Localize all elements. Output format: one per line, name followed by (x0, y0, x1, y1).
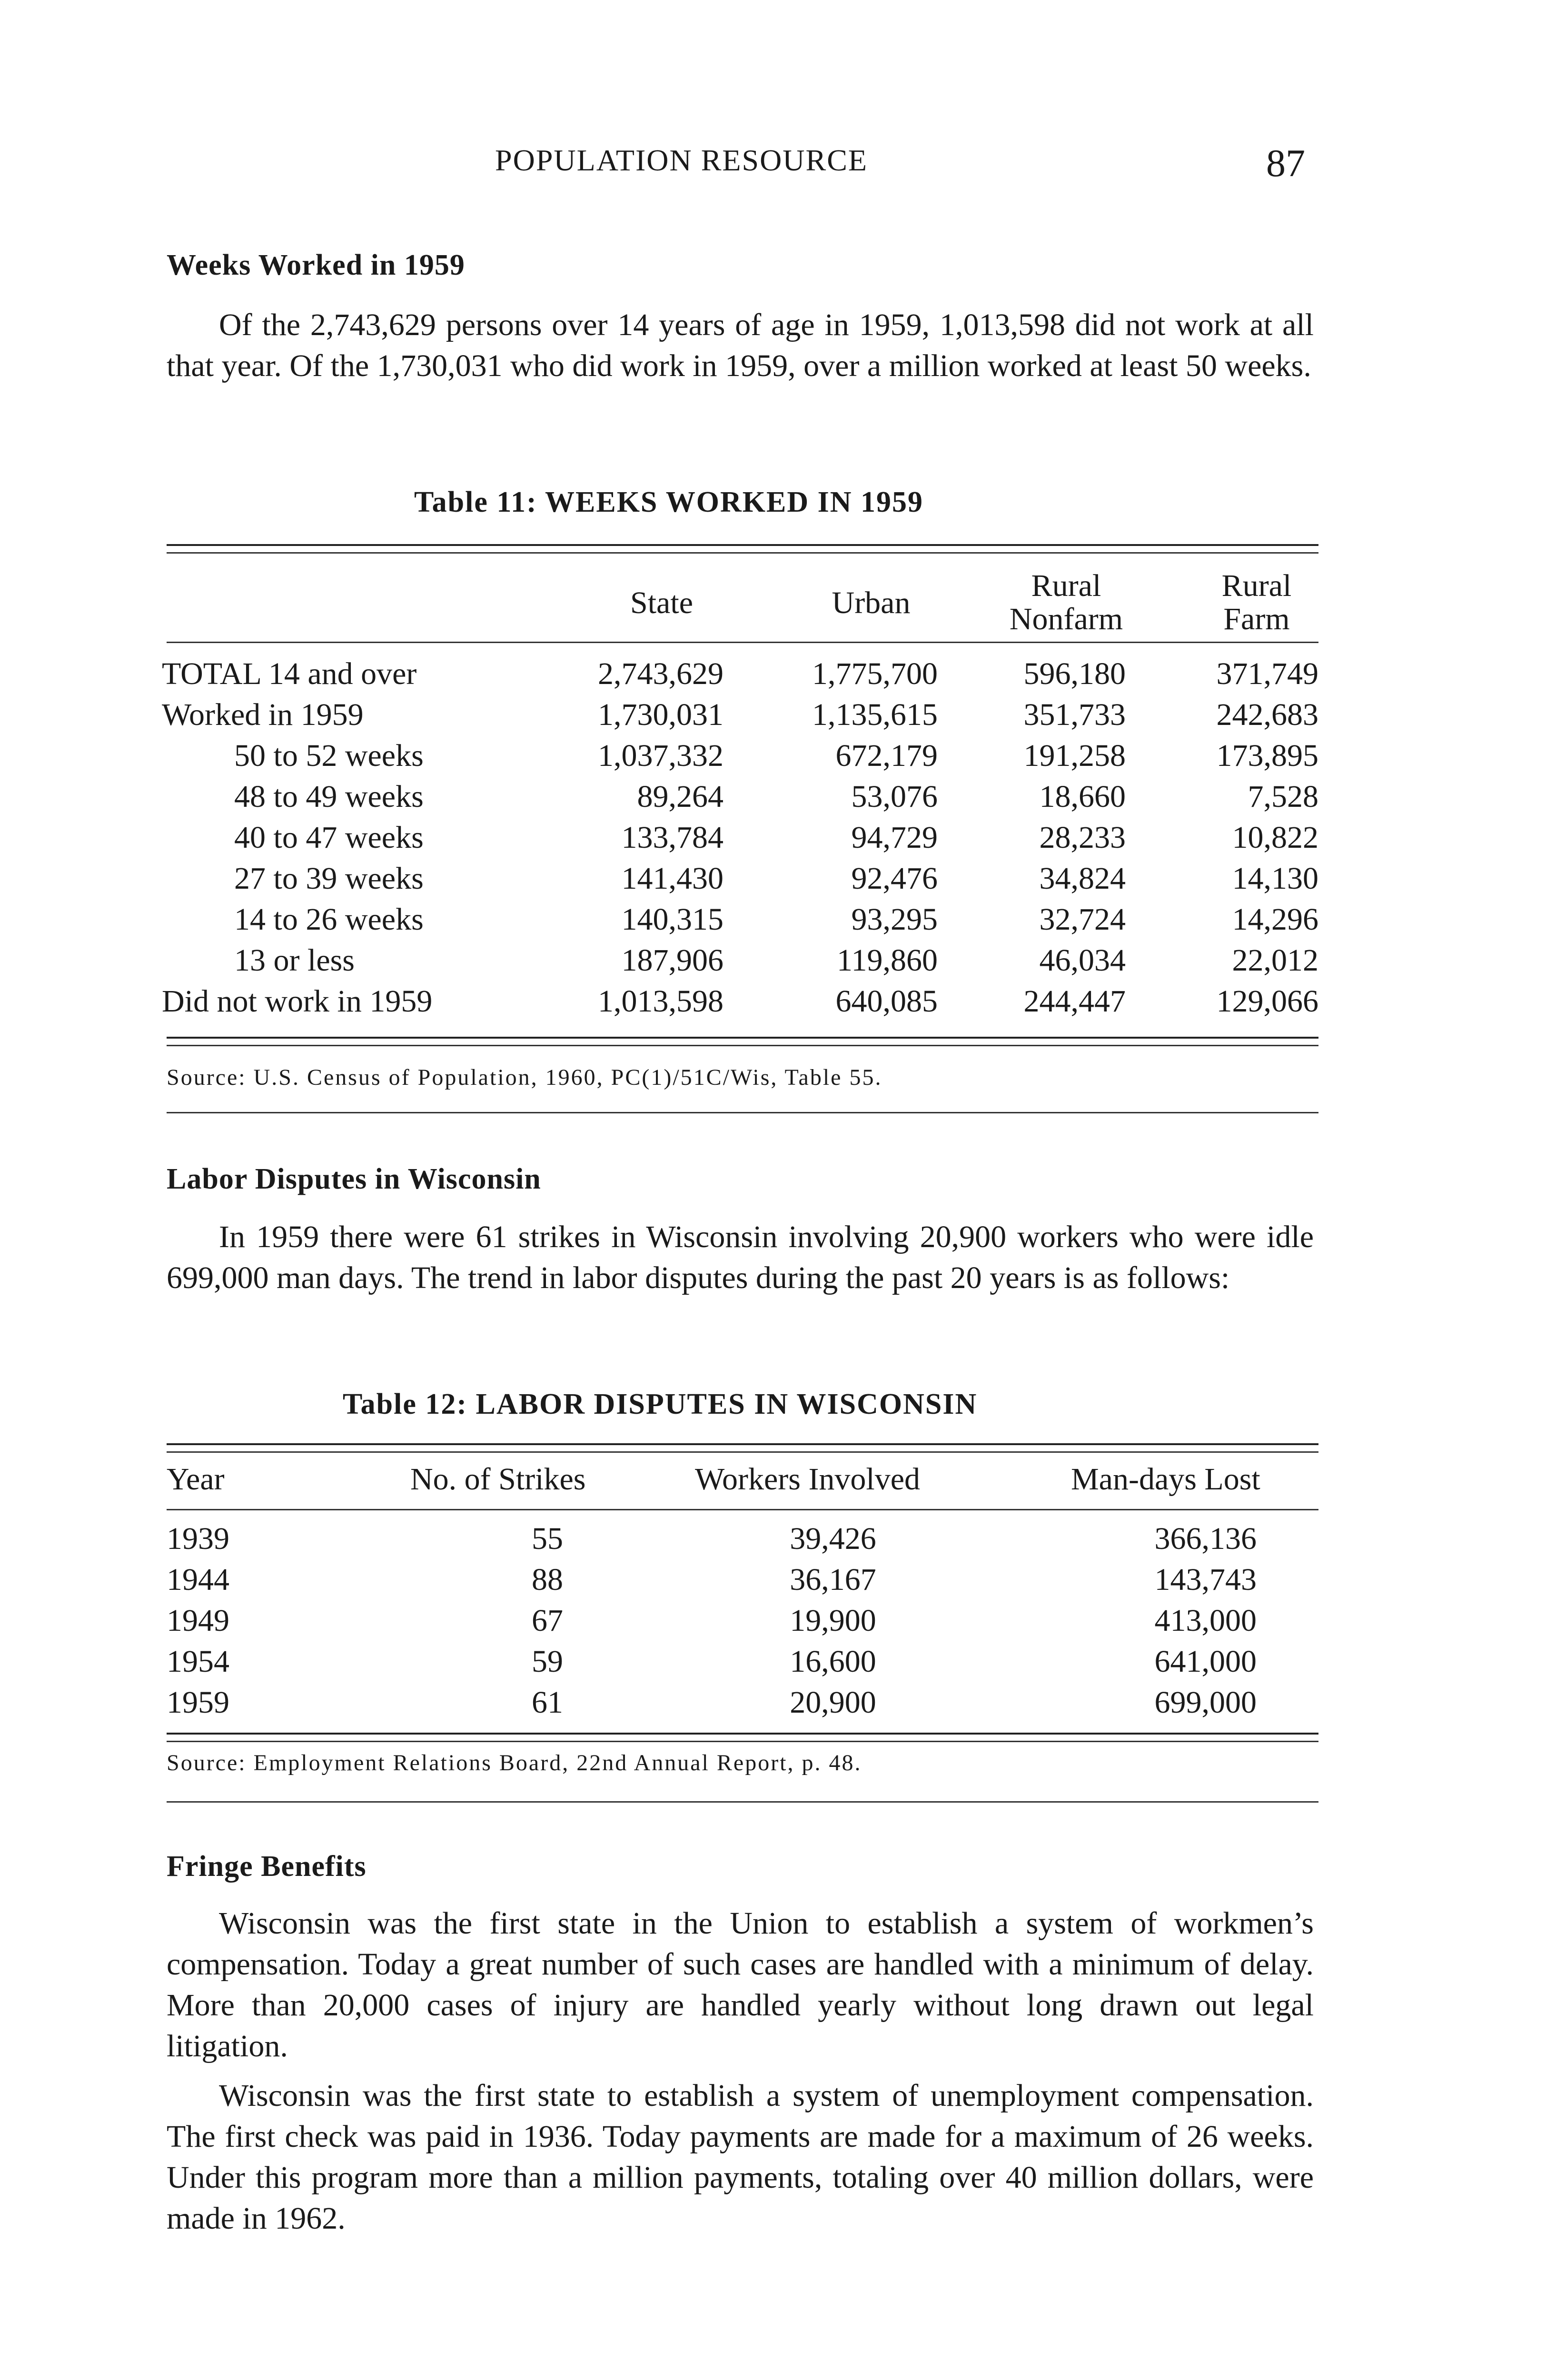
row-label: 14 to 26 weeks (234, 902, 424, 937)
running-head: POPULATION RESOURCE (495, 143, 868, 177)
cell-workers: 20,900 (790, 1685, 876, 1720)
cell-mandays: 366,136 (1154, 1521, 1257, 1556)
table-11-top-rule-2 (167, 552, 1318, 554)
cell-rural-nonfarm: 244,447 (1023, 984, 1126, 1019)
table-row (162, 983, 1318, 1024)
cell-mandays: 699,000 (1154, 1685, 1257, 1720)
cell-urban: 1,135,615 (812, 697, 938, 732)
paragraph-labor-disputes: In 1959 there were 61 strikes in Wisconsin involving 20,900 workers who were idle 699,000 man days. The trend in labor disputes during the past 20 years is as follows: (167, 1220, 1314, 1295)
table-11-source-rule (167, 1112, 1318, 1113)
table-row (162, 902, 1318, 942)
cell-rural-nonfarm: 596,180 (1023, 656, 1126, 691)
table-11-bottom-rule (167, 1037, 1318, 1039)
table-row (162, 942, 1318, 983)
paragraph-workmens-compensation: Wisconsin was the first state in the Union to establish a system of workmen’s compensation. Today a great number of such cases are handled with a minimum of delay. More than 20,000 cases of injury are handled yearly without long drawn out legal litigation. (167, 1906, 1314, 2063)
table-12-top-rule-2 (167, 1451, 1318, 1453)
cell-rural-nonfarm: 32,724 (1039, 902, 1126, 937)
paragraph-unemployment-compensation: Wisconsin was the first state to establish a system of unemployment compensation. The first check was paid in 1936. Today payments are made for a maximum of 26 weeks. Under this program more than a million payments, totaling over 40 million dollars, were made in 1962. (167, 2078, 1314, 2236)
section-heading-fringe-benefits: Fringe Benefits (167, 1850, 367, 1883)
table-12-bottom-rule (167, 1733, 1318, 1735)
cell-strikes: 61 (532, 1685, 563, 1720)
cell-rural-nonfarm: 28,233 (1039, 820, 1126, 855)
cell-urban: 93,295 (851, 902, 938, 937)
cell-year: 1959 (167, 1685, 229, 1720)
cell-strikes: 67 (532, 1603, 563, 1638)
cell-rural-farm: 22,012 (1232, 943, 1318, 978)
cell-rural-nonfarm: 351,733 (1023, 697, 1126, 732)
cell-rural-farm: 173,895 (1216, 738, 1318, 773)
table-row (162, 820, 1318, 861)
section-heading-weeks-worked: Weeks Worked in 1959 (167, 249, 465, 281)
cell-rural-farm: 129,066 (1216, 984, 1318, 1019)
cell-mandays: 143,743 (1154, 1562, 1257, 1597)
cell-state: 2,743,629 (598, 656, 723, 691)
cell-rural-farm: 10,822 (1232, 820, 1318, 855)
table-11-col-urban: Urban (832, 585, 911, 620)
cell-mandays: 641,000 (1154, 1644, 1257, 1679)
table-12-top-rule (167, 1443, 1318, 1445)
table-11-col-state: State (630, 585, 693, 620)
cell-rural-farm: 14,296 (1232, 902, 1318, 937)
table-row (167, 1562, 1318, 1603)
cell-rural-nonfarm: 191,258 (1023, 738, 1126, 773)
cell-state: 1,037,332 (598, 738, 723, 773)
cell-state: 133,784 (621, 820, 723, 855)
row-label: Worked in 1959 (162, 697, 364, 732)
table-11-col-rural-farm-line1: Rural (1221, 568, 1292, 603)
cell-mandays: 413,000 (1154, 1603, 1257, 1638)
cell-state: 1,013,598 (598, 984, 723, 1019)
row-label: 48 to 49 weeks (234, 779, 424, 814)
table-row (162, 697, 1318, 738)
cell-workers: 36,167 (790, 1562, 876, 1597)
table-12-title: Table 12: LABOR DISPUTES IN WISCONSIN (343, 1388, 978, 1420)
cell-rural-farm: 7,528 (1248, 779, 1318, 814)
table-12-col-year: Year (167, 1462, 225, 1497)
table-11-bottom-rule-2 (167, 1045, 1318, 1046)
cell-year: 1939 (167, 1521, 229, 1556)
table-row (162, 779, 1318, 820)
table-12-col-strikes: No. of Strikes (410, 1462, 586, 1497)
row-label: 40 to 47 weeks (234, 820, 424, 855)
table-11-col-rural-farm-line2: Farm (1223, 602, 1290, 636)
cell-rural-nonfarm: 18,660 (1039, 779, 1126, 814)
table-row (167, 1603, 1318, 1644)
table-row (162, 656, 1318, 697)
cell-state: 187,906 (621, 943, 723, 978)
cell-year: 1944 (167, 1562, 229, 1597)
row-label: 13 or less (234, 943, 355, 978)
table-11-source: Source: U.S. Census of Population, 1960, PC(1)/51C/Wis, Table 55. (167, 1065, 882, 1090)
table-11-col-rural-nonfarm-line2: Nonfarm (1009, 602, 1123, 636)
cell-urban: 1,775,700 (812, 656, 938, 691)
cell-urban: 119,860 (836, 943, 938, 978)
row-label: Did not work in 1959 (162, 984, 433, 1019)
cell-state: 141,430 (621, 861, 723, 896)
table-row (167, 1685, 1318, 1726)
cell-workers: 39,426 (790, 1521, 876, 1556)
cell-urban: 94,729 (851, 820, 938, 855)
table-12-col-mandays: Man-days Lost (1071, 1462, 1260, 1497)
table-12-col-workers: Workers Involved (695, 1462, 921, 1497)
table-11-title: Table 11: WEEKS WORKED IN 1959 (414, 486, 924, 518)
section-heading-labor-disputes: Labor Disputes in Wisconsin (167, 1163, 541, 1195)
page-number: 87 (1266, 141, 1305, 185)
table-row (162, 861, 1318, 902)
cell-strikes: 88 (532, 1562, 563, 1597)
cell-rural-nonfarm: 46,034 (1039, 943, 1126, 978)
cell-urban: 92,476 (851, 861, 938, 896)
cell-year: 1949 (167, 1603, 229, 1638)
cell-state: 89,264 (637, 779, 723, 814)
cell-rural-farm: 371,749 (1216, 656, 1318, 691)
table-12-source-rule (167, 1801, 1318, 1803)
row-label: 50 to 52 weeks (234, 738, 424, 773)
cell-rural-farm: 242,683 (1216, 697, 1318, 732)
cell-strikes: 55 (532, 1521, 563, 1556)
row-label: 27 to 39 weeks (234, 861, 424, 896)
cell-urban: 640,085 (835, 984, 938, 1019)
table-11-col-rural-nonfarm-line1: Rural (1031, 568, 1101, 603)
table-11-header-rule (167, 642, 1318, 643)
table-12-header-rule (167, 1509, 1318, 1510)
cell-rural-farm: 14,130 (1232, 861, 1318, 896)
row-label: TOTAL 14 and over (162, 656, 417, 691)
cell-workers: 19,900 (790, 1603, 876, 1638)
cell-rural-nonfarm: 34,824 (1039, 861, 1126, 896)
table-12-bottom-rule-2 (167, 1741, 1318, 1742)
table-row (167, 1644, 1318, 1685)
cell-strikes: 59 (532, 1644, 563, 1679)
table-row (162, 738, 1318, 779)
cell-state: 1,730,031 (598, 697, 723, 732)
paragraph-weeks-worked: Of the 2,743,629 persons over 14 years of age in 1959, 1,013,598 did not work at all that year. Of the 1,730,031 who did work in 1959, over a million worked at least 50 weeks. (167, 307, 1314, 383)
table-11-top-rule (167, 544, 1318, 546)
table-row (167, 1521, 1318, 1562)
table-12-source: Source: Employment Relations Board, 22nd Annual Report, p. 48. (167, 1750, 862, 1775)
cell-year: 1954 (167, 1644, 229, 1679)
cell-workers: 16,600 (790, 1644, 876, 1679)
cell-urban: 53,076 (851, 779, 938, 814)
cell-state: 140,315 (621, 902, 723, 937)
cell-urban: 672,179 (835, 738, 938, 773)
